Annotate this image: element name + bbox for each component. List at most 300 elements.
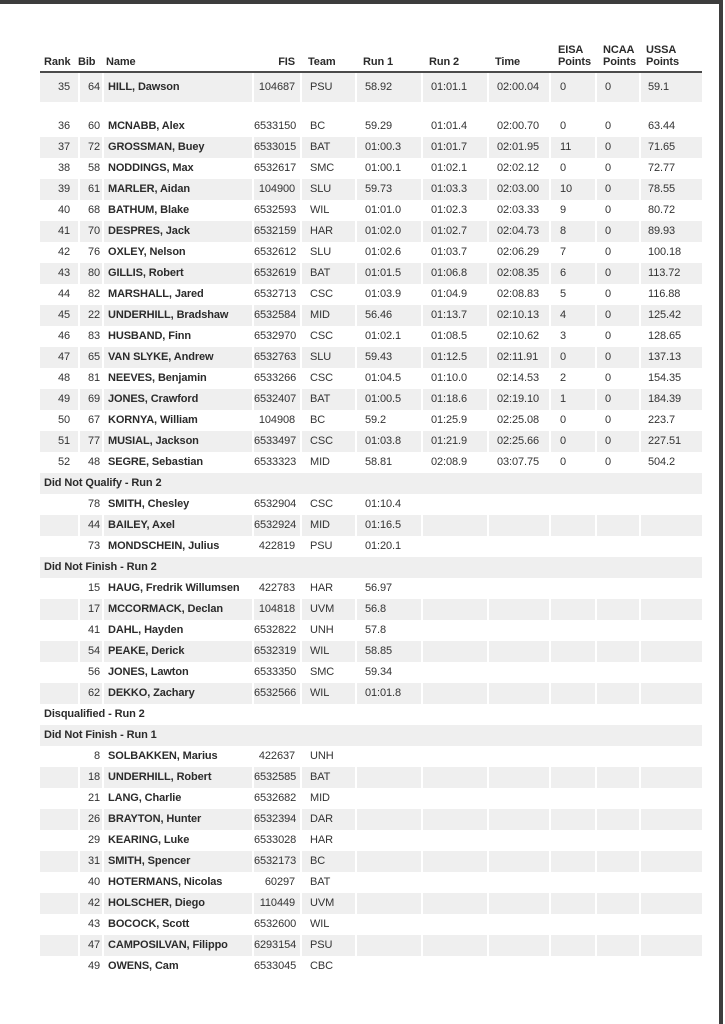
cell-ussa: 89.93 — [639, 221, 702, 242]
cell-rank — [40, 914, 78, 935]
cell-ussa — [639, 536, 702, 557]
cell-eisa: 8 — [549, 221, 595, 242]
cell-name: PEAKE, Derick — [102, 641, 252, 662]
cell-ussa — [639, 893, 702, 914]
cell-run1: 01:01.0 — [355, 200, 421, 221]
cell-team: HAR — [300, 578, 355, 599]
cell-rank — [40, 767, 78, 788]
column-header-run2 — [421, 38, 487, 73]
column-header-line1: NCAA — [603, 44, 635, 56]
column-header-fis — [252, 38, 300, 73]
cell-rank: 48 — [57, 372, 70, 384]
cell-rank — [40, 830, 78, 851]
cell-fis: 6533350 — [252, 662, 300, 683]
cell-eisa — [549, 914, 595, 935]
cell-time — [487, 620, 549, 641]
cell-time: 02:02.12 — [487, 158, 549, 179]
cell-run1: 59.73 — [355, 179, 421, 200]
cell-name: DAHL, Hayden — [102, 620, 252, 641]
cell-run1: 59.2 — [355, 410, 421, 431]
cell-bib: 76 — [78, 242, 102, 263]
column-header-line1: USSA — [646, 44, 677, 56]
column-header-run1 — [355, 38, 421, 73]
cell-rank — [40, 851, 78, 872]
column-header-line2: Run 2 — [429, 56, 460, 68]
cell-run2 — [421, 788, 487, 809]
cell-eisa — [549, 935, 595, 956]
table-row — [40, 515, 702, 536]
section-header-row — [40, 704, 702, 725]
cell-team: SMC — [300, 662, 355, 683]
cell-bib: 48 — [78, 452, 102, 473]
cell-fis: 6533150 — [252, 116, 300, 137]
cell-time: 02:08.35 — [487, 263, 549, 284]
cell-bib: 49 — [78, 956, 102, 977]
table-row — [40, 73, 702, 102]
cell-run2 — [421, 641, 487, 662]
cell-bib: 69 — [78, 389, 102, 410]
cell-time: 02:03.33 — [487, 200, 549, 221]
cell-fis: 6532173 — [252, 851, 300, 872]
cell-name: UNDERHILL, Robert — [102, 767, 252, 788]
cell-run1: 01:00.3 — [355, 137, 421, 158]
table-row — [40, 683, 702, 704]
cell-run1: 01:04.5 — [355, 368, 421, 389]
cell-ussa — [639, 683, 702, 704]
cell-name: KORNYA, William — [102, 410, 252, 431]
cell-run1 — [355, 851, 421, 872]
cell-time — [487, 914, 549, 935]
cell-run2: 01:02.1 — [421, 158, 487, 179]
cell-run2: 01:01.1 — [421, 73, 487, 102]
table-row — [40, 179, 702, 200]
cell-ncaa: 0 — [595, 116, 639, 137]
cell-ncaa: 0 — [595, 326, 639, 347]
cell-bib: 41 — [78, 620, 102, 641]
cell-run2 — [421, 767, 487, 788]
cell-bib: 68 — [78, 200, 102, 221]
cell-time — [487, 851, 549, 872]
cell-run2: 01:13.7 — [421, 305, 487, 326]
cell-ussa: 80.72 — [639, 200, 702, 221]
cell-ncaa — [595, 872, 639, 893]
cell-ussa — [639, 599, 702, 620]
cell-run1: 59.43 — [355, 347, 421, 368]
cell-run1: 01:02.6 — [355, 242, 421, 263]
cell-rank — [40, 641, 78, 662]
header-row — [40, 38, 702, 73]
cell-time — [487, 830, 549, 851]
cell-run2: 02:08.9 — [421, 452, 487, 473]
cell-run2: 01:02.3 — [421, 200, 487, 221]
cell-time: 02:25.08 — [487, 410, 549, 431]
cell-run1 — [355, 788, 421, 809]
cell-ussa — [639, 830, 702, 851]
cell-bib: 22 — [78, 305, 102, 326]
cell-time: 02:19.10 — [487, 389, 549, 410]
cell-ncaa — [595, 809, 639, 830]
cell-fis: 104900 — [252, 179, 300, 200]
cell-fis: 6532394 — [252, 809, 300, 830]
cell-run2: 01:04.9 — [421, 284, 487, 305]
cell-eisa: 0 — [549, 116, 595, 137]
cell-run2 — [421, 914, 487, 935]
cell-bib: 67 — [78, 410, 102, 431]
cell-name: CAMPOSILVAN, Filippo — [102, 935, 252, 956]
cell-name: KEARING, Luke — [102, 830, 252, 851]
cell-team: PSU — [300, 536, 355, 557]
cell-rank — [40, 788, 78, 809]
cell-run2 — [421, 809, 487, 830]
table-row — [40, 305, 702, 326]
cell-run1 — [355, 914, 421, 935]
cell-team: BAT — [300, 872, 355, 893]
cell-ussa — [639, 767, 702, 788]
cell-run2: 01:10.0 — [421, 368, 487, 389]
cell-time: 02:06.29 — [487, 242, 549, 263]
cell-eisa: 0 — [549, 410, 595, 431]
cell-run1: 59.34 — [355, 662, 421, 683]
cell-run2 — [421, 893, 487, 914]
table-row — [40, 578, 702, 599]
cell-ncaa: 0 — [595, 263, 639, 284]
cell-bib: 73 — [78, 536, 102, 557]
cell-eisa: 0 — [549, 158, 595, 179]
cell-bib: 72 — [78, 137, 102, 158]
cell-ncaa — [595, 746, 639, 767]
cell-run2 — [421, 935, 487, 956]
table-row — [40, 746, 702, 767]
cell-ussa — [639, 662, 702, 683]
results-table — [40, 38, 702, 977]
cell-name: SMITH, Chesley — [102, 494, 252, 515]
table-row — [40, 137, 702, 158]
cell-ussa — [639, 746, 702, 767]
cell-eisa — [549, 788, 595, 809]
cell-ncaa: 0 — [595, 73, 639, 102]
cell-rank: 49 — [40, 389, 78, 410]
section-header-row — [40, 725, 702, 746]
cell-run1 — [355, 830, 421, 851]
cell-run1: 56.8 — [355, 599, 421, 620]
cell-ussa: 71.65 — [639, 137, 702, 158]
cell-ussa — [639, 494, 702, 515]
cell-fis: 6532566 — [252, 683, 300, 704]
cell-fis: 6533323 — [252, 452, 300, 473]
cell-ncaa — [595, 893, 639, 914]
cell-run1 — [355, 872, 421, 893]
cell-team: SMC — [300, 158, 355, 179]
cell-run2: 01:12.5 — [421, 347, 487, 368]
cell-run1: 01:10.4 — [355, 494, 421, 515]
cell-rank: 36 — [57, 120, 70, 132]
cell-run2 — [421, 851, 487, 872]
cell-time — [487, 662, 549, 683]
cell-ussa — [639, 851, 702, 872]
cell-eisa: 7 — [549, 242, 595, 263]
table-row — [40, 641, 702, 662]
table-row — [40, 221, 702, 242]
cell-fis: 6532924 — [252, 515, 300, 536]
section-title: Disqualified - Run 2 — [44, 708, 145, 720]
cell-bib: 44 — [78, 515, 102, 536]
column-header-line2: Points — [558, 56, 592, 68]
table-row — [40, 956, 702, 977]
cell-ncaa — [595, 767, 639, 788]
cell-eisa — [549, 641, 595, 662]
cell-eisa: 9 — [549, 200, 595, 221]
cell-time — [487, 935, 549, 956]
cell-team: UNH — [300, 746, 355, 767]
cell-run1: 01:01.8 — [355, 683, 421, 704]
cell-ussa — [639, 578, 702, 599]
column-header-time — [487, 38, 549, 73]
cell-fis: 6533266 — [252, 368, 300, 389]
cell-ncaa: 0 — [595, 389, 639, 410]
cell-team: SLU — [300, 347, 355, 368]
cell-name: VAN SLYKE, Andrew — [102, 347, 252, 368]
column-header-team — [300, 38, 355, 73]
cell-ncaa — [595, 578, 639, 599]
cell-fis: 104908 — [252, 410, 300, 431]
cell-name: HAUG, Fredrik Willumsen — [102, 578, 252, 599]
cell-run2 — [421, 620, 487, 641]
cell-ncaa: 0 — [595, 221, 639, 242]
cell-ussa — [639, 788, 702, 809]
cell-team: PSU — [300, 935, 355, 956]
cell-team: BAT — [300, 263, 355, 284]
cell-name: HOLSCHER, Diego — [102, 893, 252, 914]
cell-ncaa — [595, 599, 639, 620]
cell-time — [487, 746, 549, 767]
cell-name: HILL, Dawson — [102, 73, 252, 102]
table-row — [40, 767, 702, 788]
cell-fis: 6532904 — [252, 494, 300, 515]
cell-eisa — [549, 536, 595, 557]
cell-team: CBC — [300, 956, 355, 977]
cell-fis: 6532713 — [252, 284, 300, 305]
cell-run2: 01:25.9 — [421, 410, 487, 431]
cell-bib: 70 — [78, 221, 102, 242]
column-header-line1: EISA — [558, 44, 584, 56]
cell-eisa: 4 — [549, 305, 595, 326]
column-header-eisa — [549, 38, 595, 73]
cell-bib: 8 — [78, 746, 102, 767]
column-header-line2: FIS — [278, 56, 295, 68]
cell-bib: 77 — [78, 431, 102, 452]
cell-ncaa: 0 — [595, 431, 639, 452]
cell-bib: 47 — [78, 935, 102, 956]
cell-ussa — [639, 956, 702, 977]
cell-eisa — [549, 872, 595, 893]
table-row — [40, 599, 702, 620]
table-row — [40, 830, 702, 851]
cell-ussa: 100.18 — [639, 242, 702, 263]
cell-name: BOCOCK, Scott — [102, 914, 252, 935]
cell-name: GILLIS, Robert — [102, 263, 252, 284]
cell-run2 — [421, 872, 487, 893]
cell-rank — [40, 683, 78, 704]
cell-eisa — [549, 620, 595, 641]
table-row — [40, 788, 702, 809]
cell-run1: 01:20.1 — [355, 536, 421, 557]
column-header-line2: Points — [603, 56, 637, 68]
cell-fis: 6533028 — [252, 830, 300, 851]
cell-ussa: 113.72 — [639, 263, 702, 284]
cell-rank — [40, 662, 78, 683]
cell-time — [487, 767, 549, 788]
cell-eisa — [549, 578, 595, 599]
cell-name: BAILEY, Axel — [102, 515, 252, 536]
cell-team: BAT — [300, 767, 355, 788]
cell-ussa: 227.51 — [639, 431, 702, 452]
cell-bib: 81 — [78, 368, 102, 389]
cell-rank: 39 — [40, 179, 78, 200]
cell-fis: 6532682 — [252, 788, 300, 809]
cell-run2 — [421, 683, 487, 704]
cell-team: PSU — [300, 73, 355, 102]
cell-run2 — [421, 746, 487, 767]
cell-rank: 43 — [40, 263, 78, 284]
cell-time — [487, 515, 549, 536]
cell-time: 02:08.83 — [487, 284, 549, 305]
cell-name: SOLBAKKEN, Marius — [102, 746, 252, 767]
cell-rank — [40, 578, 78, 599]
cell-team: WIL — [300, 200, 355, 221]
cell-name: MUSIAL, Jackson — [102, 431, 252, 452]
cell-rank — [40, 872, 78, 893]
table-row — [40, 242, 702, 263]
cell-time: 02:10.13 — [487, 305, 549, 326]
table-header — [40, 38, 702, 73]
cell-time — [487, 641, 549, 662]
cell-rank — [40, 935, 78, 956]
cell-name: NEEVES, Benjamin — [102, 368, 252, 389]
section-header-row — [40, 557, 702, 578]
cell-run2 — [421, 536, 487, 557]
cell-ussa: 223.7 — [639, 410, 702, 431]
cell-run2: 01:03.3 — [421, 179, 487, 200]
cell-bib: 15 — [78, 578, 102, 599]
cell-rank: 41 — [40, 221, 78, 242]
cell-team: UVM — [300, 599, 355, 620]
table-row — [40, 431, 702, 452]
page-edge-top — [0, 0, 723, 4]
cell-team: UVM — [300, 893, 355, 914]
cell-name: MARSHALL, Jared — [102, 284, 252, 305]
cell-ncaa: 0 — [595, 158, 639, 179]
cell-eisa: 11 — [549, 137, 595, 158]
cell-bib: 78 — [78, 494, 102, 515]
cell-bib: 21 — [78, 788, 102, 809]
row-spacer — [40, 102, 702, 116]
cell-name: BRAYTON, Hunter — [102, 809, 252, 830]
table-row — [40, 410, 702, 431]
cell-run2: 01:01.7 — [421, 137, 487, 158]
cell-time: 02:11.91 — [487, 347, 549, 368]
cell-ussa: 116.88 — [639, 284, 702, 305]
cell-rank: 47 — [40, 347, 78, 368]
cell-name: OWENS, Cam — [102, 956, 252, 977]
cell-rank: 42 — [57, 246, 70, 258]
cell-rank: 37 — [40, 137, 78, 158]
cell-ussa — [639, 620, 702, 641]
table-row — [40, 200, 702, 221]
cell-fis: 6532612 — [252, 242, 300, 263]
cell-ussa — [639, 641, 702, 662]
cell-ncaa — [595, 851, 639, 872]
cell-name: GROSSMAN, Buey — [102, 137, 252, 158]
cell-ncaa — [595, 683, 639, 704]
cell-run1: 57.8 — [355, 620, 421, 641]
cell-name: MCCORMACK, Declan — [102, 599, 252, 620]
cell-run1: 01:16.5 — [355, 515, 421, 536]
cell-time: 02:01.95 — [487, 137, 549, 158]
cell-ncaa: 0 — [595, 200, 639, 221]
cell-eisa — [549, 830, 595, 851]
cell-bib: 82 — [78, 284, 102, 305]
cell-rank: 51 — [40, 431, 78, 452]
cell-run2: 01:06.8 — [421, 263, 487, 284]
cell-run1 — [355, 767, 421, 788]
cell-run2 — [421, 662, 487, 683]
cell-fis: 6533045 — [252, 956, 300, 977]
cell-fis: 6533015 — [252, 137, 300, 158]
cell-eisa — [549, 662, 595, 683]
cell-ussa: 504.2 — [639, 452, 702, 473]
cell-team: CSC — [300, 368, 355, 389]
cell-run1: 58.81 — [355, 452, 421, 473]
cell-ncaa — [595, 956, 639, 977]
cell-bib: 31 — [78, 851, 102, 872]
cell-time: 02:25.66 — [487, 431, 549, 452]
cell-ussa: 137.13 — [639, 347, 702, 368]
cell-team: MID — [300, 305, 355, 326]
cell-fis: 6293154 — [252, 935, 300, 956]
cell-time: 02:00.04 — [487, 73, 549, 102]
cell-time: 02:04.73 — [487, 221, 549, 242]
cell-team: CSC — [300, 494, 355, 515]
cell-ussa — [639, 515, 702, 536]
cell-bib: 80 — [78, 263, 102, 284]
column-header-line2: Team — [308, 56, 336, 68]
cell-eisa — [549, 767, 595, 788]
cell-ussa: 78.55 — [639, 179, 702, 200]
table-row — [40, 158, 702, 179]
cell-eisa: 2 — [549, 368, 595, 389]
cell-team: MID — [300, 788, 355, 809]
cell-team: CSC — [300, 431, 355, 452]
cell-run2: 01:08.5 — [421, 326, 487, 347]
table-row — [40, 872, 702, 893]
cell-rank — [40, 494, 78, 515]
cell-ussa — [639, 809, 702, 830]
cell-rank — [40, 515, 78, 536]
cell-run2 — [421, 956, 487, 977]
cell-run2: 01:01.4 — [421, 116, 487, 137]
section-header-row — [40, 473, 702, 494]
cell-ncaa — [595, 641, 639, 662]
cell-time — [487, 683, 549, 704]
cell-eisa — [549, 683, 595, 704]
cell-run1: 01:00.1 — [355, 158, 421, 179]
cell-bib: 40 — [78, 872, 102, 893]
table-row — [40, 284, 702, 305]
cell-time: 02:00.70 — [487, 116, 549, 137]
cell-ncaa — [595, 935, 639, 956]
cell-fis: 6533497 — [252, 431, 300, 452]
cell-ncaa: 0 — [595, 179, 639, 200]
